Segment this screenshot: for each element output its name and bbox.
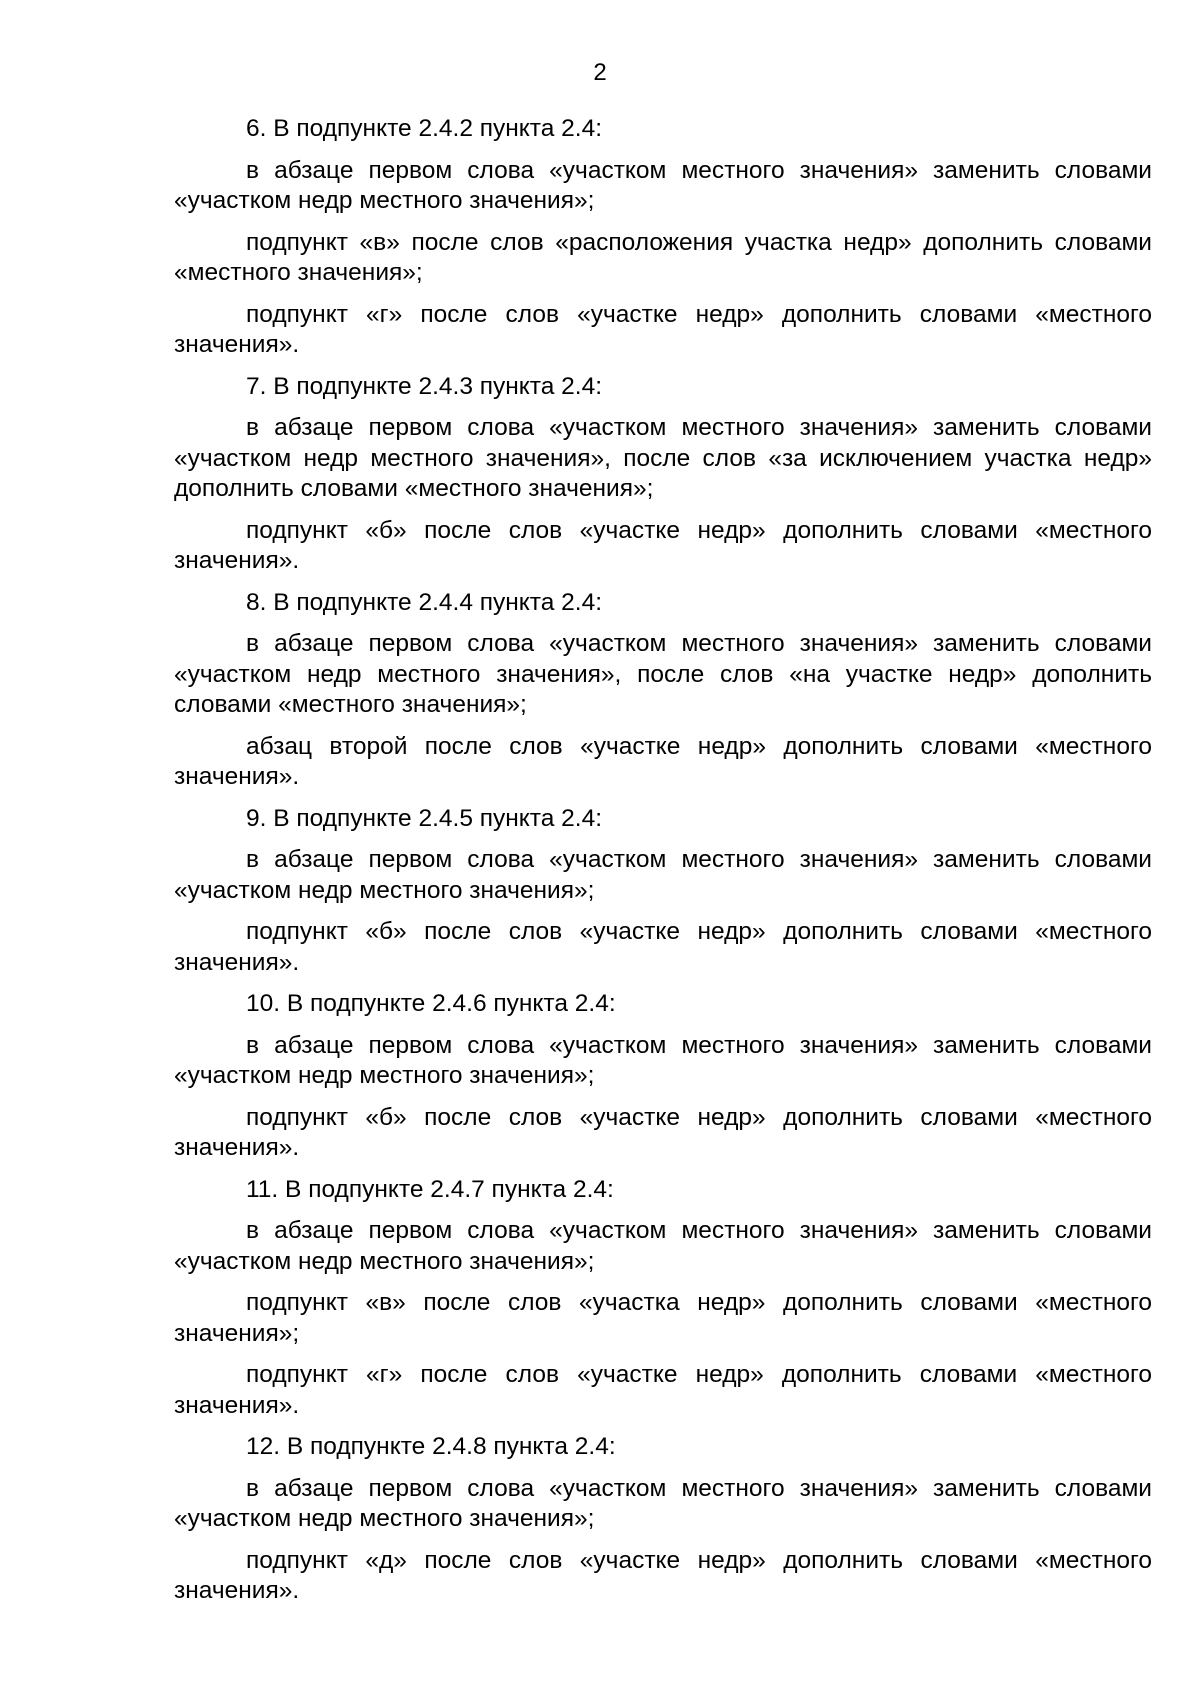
amendment-paragraph: подпункт «г» после слов «участке недр» дополнить словами «местного значения». bbox=[174, 300, 1152, 358]
page-number: 2 bbox=[593, 59, 607, 86]
amendment-paragraph: в абзаце первом слова «участком местного значения» заменить словами «участком недр местного значения»; bbox=[174, 156, 1152, 214]
section-heading: 7. В подпункте 2.4.3 пункта 2.4: bbox=[246, 372, 603, 400]
amendment-paragraph: в абзаце первом слова «участком местного значения» заменить словами «участком недр местного значения», после слов «за исключением участка недр» дополнить словами «местного значения»; bbox=[174, 414, 1152, 502]
amendment-paragraph: в абзаце первом слова «участком местного значения» заменить словами «участком недр местного значения»; bbox=[174, 1217, 1152, 1275]
amendment-paragraph: в абзаце первом слова «участком местного значения» заменить словами «участком недр местного значения», после слов «на участке недр» дополнить словами «местного значения»; bbox=[174, 630, 1152, 718]
amendment-paragraph: в абзаце первом слова «участком местного значения» заменить словами «участком недр местного значения»; bbox=[174, 1031, 1152, 1089]
section-heading: 6. В подпункте 2.4.2 пункта 2.4: bbox=[246, 115, 603, 142]
amendment-paragraph: в абзаце первом слова «участком местного значения» заменить словами «участком недр местного значения»; bbox=[174, 846, 1152, 904]
section-heading: 9. В подпункте 2.4.5 пункта 2.4: bbox=[246, 804, 603, 832]
amendment-paragraph: подпункт «б» после слов «участке недр» дополнить словами «местного значения». bbox=[174, 516, 1152, 574]
amendment-paragraph: подпункт «б» после слов «участке недр» дополнить словами «местного значения». bbox=[174, 918, 1152, 976]
section-heading: 11. В подпункте 2.4.7 пункта 2.4: bbox=[246, 1175, 614, 1203]
amendment-paragraph: подпункт «в» после слов «участка недр» дополнить словами «местного значения»; bbox=[174, 1289, 1152, 1347]
amendment-paragraph: абзац второй после слов «участке недр» дополнить словами «местного значения». bbox=[174, 732, 1152, 790]
amendment-paragraph: подпункт «д» после слов «участке недр» дополнить словами «местного значения». bbox=[174, 1546, 1152, 1604]
amendment-paragraph: подпункт «в» после слов «расположения участка недр» дополнить словами «местного значения»; bbox=[174, 228, 1152, 286]
section-heading: 12. В подпункте 2.4.8 пункта 2.4: bbox=[246, 1433, 616, 1460]
amendment-paragraph: в абзаце первом слова «участком местного значения» заменить словами «участком недр местного значения»; bbox=[174, 1474, 1152, 1532]
section-heading: 10. В подпункте 2.4.6 пункта 2.4: bbox=[246, 990, 616, 1017]
section-heading: 8. В подпункте 2.4.4 пункта 2.4: bbox=[246, 588, 603, 616]
amendment-paragraph: подпункт «г» после слов «участке недр» дополнить словами «местного значения». bbox=[174, 1361, 1152, 1419]
amendment-paragraph: подпункт «б» после слов «участке недр» дополнить словами «местного значения». bbox=[174, 1103, 1152, 1161]
document-body bbox=[174, 114, 1152, 1618]
